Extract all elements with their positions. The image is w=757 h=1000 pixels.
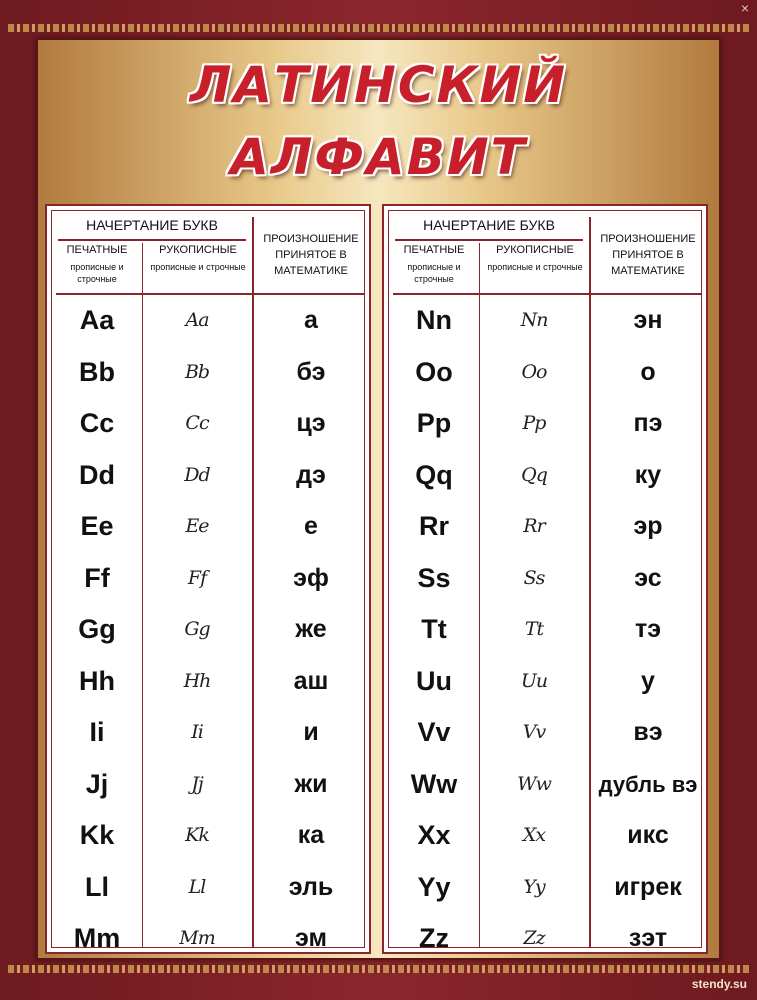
- handwritten-letter: Oo: [521, 360, 547, 383]
- pronunciation: же: [295, 615, 327, 643]
- printed-letter: Ii: [89, 717, 105, 747]
- handwritten-letter: Ii: [191, 721, 203, 743]
- printed-letter: Gg: [78, 614, 116, 644]
- header-handwritten: [481, 243, 589, 273]
- handwritten-letter: Ww: [517, 772, 551, 795]
- handwritten-letter: Hh: [183, 669, 211, 692]
- pronunciation: эн: [633, 306, 663, 334]
- handwritten-letter: Ll: [188, 875, 206, 898]
- header-pronunciation: ПРОИЗНОШЕНИЕ ПРИНЯТОЕ В МАТЕМАТИКЕ: [600, 233, 696, 277]
- header-printed-label: ПЕЧАТНЫЕ: [403, 244, 465, 256]
- table-row: [52, 810, 368, 862]
- printed-letter: Bb: [79, 356, 115, 387]
- header-divider: [395, 239, 583, 241]
- header-printed: [52, 243, 142, 285]
- header-pronunciation: ПРОИЗНОШЕНИЕ ПРИНЯТОЕ В МАТЕМАТИКЕ: [263, 233, 359, 277]
- printed-letter: Xx: [417, 820, 451, 850]
- handwritten-letter: Tt: [524, 618, 544, 640]
- header-handwritten: [144, 243, 252, 273]
- printed-letter: Cc: [79, 408, 115, 438]
- printed-letter: Mm: [73, 923, 121, 953]
- pronunciation: тэ: [634, 615, 662, 643]
- printed-letter: Qq: [415, 459, 453, 490]
- handwritten-letter: Rr: [523, 515, 545, 537]
- ornament-border-top: [8, 24, 749, 32]
- printed-letter: Vv: [417, 717, 451, 747]
- handwritten-letter: Mm: [179, 927, 215, 949]
- table-row: [52, 707, 368, 759]
- printed-letter: Kk: [79, 820, 115, 850]
- table-row: [389, 656, 705, 708]
- header-handwritten-label: РУКОПИСНЫЕ: [159, 244, 237, 256]
- printed-letter: Oo: [415, 356, 453, 387]
- table-row: [52, 450, 368, 502]
- table-row: [52, 656, 368, 708]
- handwritten-letter: Ee: [185, 515, 209, 537]
- pronunciation: вэ: [633, 718, 663, 746]
- table-row: [389, 862, 705, 914]
- handwritten-letter: Qq: [521, 463, 547, 486]
- handwritten-letter: Uu: [520, 669, 548, 692]
- pronunciation: эс: [634, 563, 662, 592]
- header-divider: [58, 239, 246, 241]
- pronunciation: игрек: [614, 872, 682, 901]
- handwritten-letter: Jj: [191, 772, 203, 795]
- table-row: [389, 707, 705, 759]
- printed-letter: Rr: [418, 511, 449, 541]
- handwritten-letter: Cc: [185, 412, 209, 434]
- printed-letter: Ww: [410, 768, 458, 799]
- printed-letter: Jj: [85, 768, 109, 799]
- site-watermark: stendy.su: [691, 977, 747, 991]
- pronunciation: зэт: [628, 924, 668, 952]
- table-row: [52, 295, 368, 347]
- pronunciation: аш: [293, 666, 329, 695]
- page-title-line1: ЛАТИНСКИЙ: [189, 56, 568, 114]
- printed-letter: Tt: [421, 614, 447, 644]
- table-row: [389, 553, 705, 605]
- pronunciation: бэ: [296, 357, 326, 386]
- handwritten-letter: Pp: [522, 412, 546, 434]
- page-title-line2: АЛФАВИТ: [230, 128, 527, 186]
- table-row: [52, 759, 368, 811]
- pronunciation: у: [641, 666, 655, 695]
- pronunciation: е: [304, 512, 318, 540]
- handwritten-letter: Gg: [184, 618, 210, 640]
- rows-right: [389, 295, 705, 965]
- table-row: [389, 810, 705, 862]
- close-icon: ×: [740, 0, 750, 16]
- pronunciation: и: [303, 718, 319, 746]
- handwritten-letter: Zz: [523, 927, 545, 949]
- table-row: [389, 759, 705, 811]
- printed-letter: Uu: [416, 665, 452, 696]
- alphabet-table-left: [45, 204, 371, 954]
- header-letter-forms: НАЧЕРТАНИЕ БУКВ: [86, 217, 218, 233]
- printed-letter: Pp: [416, 408, 452, 438]
- handwritten-letter: Nn: [520, 309, 548, 331]
- handwritten-letter: Vv: [522, 721, 546, 743]
- header-handwritten-sub: прописные и строчные: [150, 262, 246, 272]
- pronunciation: жи: [294, 769, 328, 798]
- printed-letter: Nn: [416, 305, 452, 335]
- pronunciation: а: [304, 306, 318, 334]
- table-row: [52, 347, 368, 399]
- header-handwritten-label: РУКОПИСНЫЕ: [496, 244, 574, 256]
- header-handwritten-sub: прописные и строчные: [487, 262, 583, 272]
- pronunciation: эм: [295, 924, 327, 952]
- handwritten-letter: Aa: [185, 309, 209, 331]
- pronunciation: дэ: [296, 460, 326, 489]
- ornament-border-bottom: [8, 965, 749, 973]
- printed-letter: Ee: [80, 511, 114, 541]
- header-letter-forms: НАЧЕРТАНИЕ БУКВ: [423, 217, 555, 233]
- printed-letter: Aa: [79, 305, 115, 335]
- header-printed-sub: прописные и строчные: [70, 262, 124, 284]
- pronunciation: цэ: [296, 409, 326, 437]
- printed-letter: Yy: [417, 871, 451, 902]
- table-row: [389, 295, 705, 347]
- alphabet-table-right: [382, 204, 708, 954]
- printed-letter: Zz: [419, 923, 449, 953]
- table-row: [52, 913, 368, 965]
- table-row: [52, 862, 368, 914]
- table-row: [52, 604, 368, 656]
- handwritten-letter: Ff: [187, 566, 207, 589]
- handwritten-letter: Yy: [523, 875, 545, 898]
- pronunciation: дубль вэ: [598, 771, 698, 797]
- pronunciation: о: [640, 357, 656, 386]
- pronunciation: ка: [297, 821, 325, 849]
- table-row: [389, 450, 705, 502]
- table-row: [52, 501, 368, 553]
- table-row: [52, 398, 368, 450]
- pronunciation: эль: [288, 872, 334, 901]
- pronunciation: эф: [293, 563, 329, 592]
- pronunciation: эр: [633, 512, 663, 540]
- printed-letter: Ll: [85, 871, 109, 902]
- table-frame: [51, 210, 365, 953]
- handwritten-letter: Bb: [184, 360, 210, 383]
- printed-letter: Ss: [417, 562, 451, 593]
- table-frame: [388, 210, 702, 953]
- pronunciation: ку: [634, 460, 662, 489]
- printed-letter: Ff: [84, 562, 110, 593]
- handwritten-letter: Kk: [185, 824, 209, 846]
- table-row: [389, 501, 705, 553]
- printed-letter: Dd: [79, 459, 115, 490]
- table-row: [389, 604, 705, 656]
- rows-left: [52, 295, 368, 965]
- header-printed-label: ПЕЧАТНЫЕ: [66, 244, 128, 256]
- printed-letter: Hh: [79, 665, 115, 696]
- header-printed: [389, 243, 479, 285]
- handwritten-letter: Ss: [523, 566, 545, 589]
- handwritten-letter: Dd: [184, 463, 210, 486]
- table-row: [389, 913, 705, 965]
- table-row: [389, 398, 705, 450]
- handwritten-letter: Xx: [522, 824, 546, 846]
- pronunciation: икс: [627, 821, 669, 849]
- header-printed-sub: прописные и строчные: [407, 262, 461, 284]
- pronunciation: пэ: [633, 409, 663, 437]
- table-row: [389, 347, 705, 399]
- table-row: [52, 553, 368, 605]
